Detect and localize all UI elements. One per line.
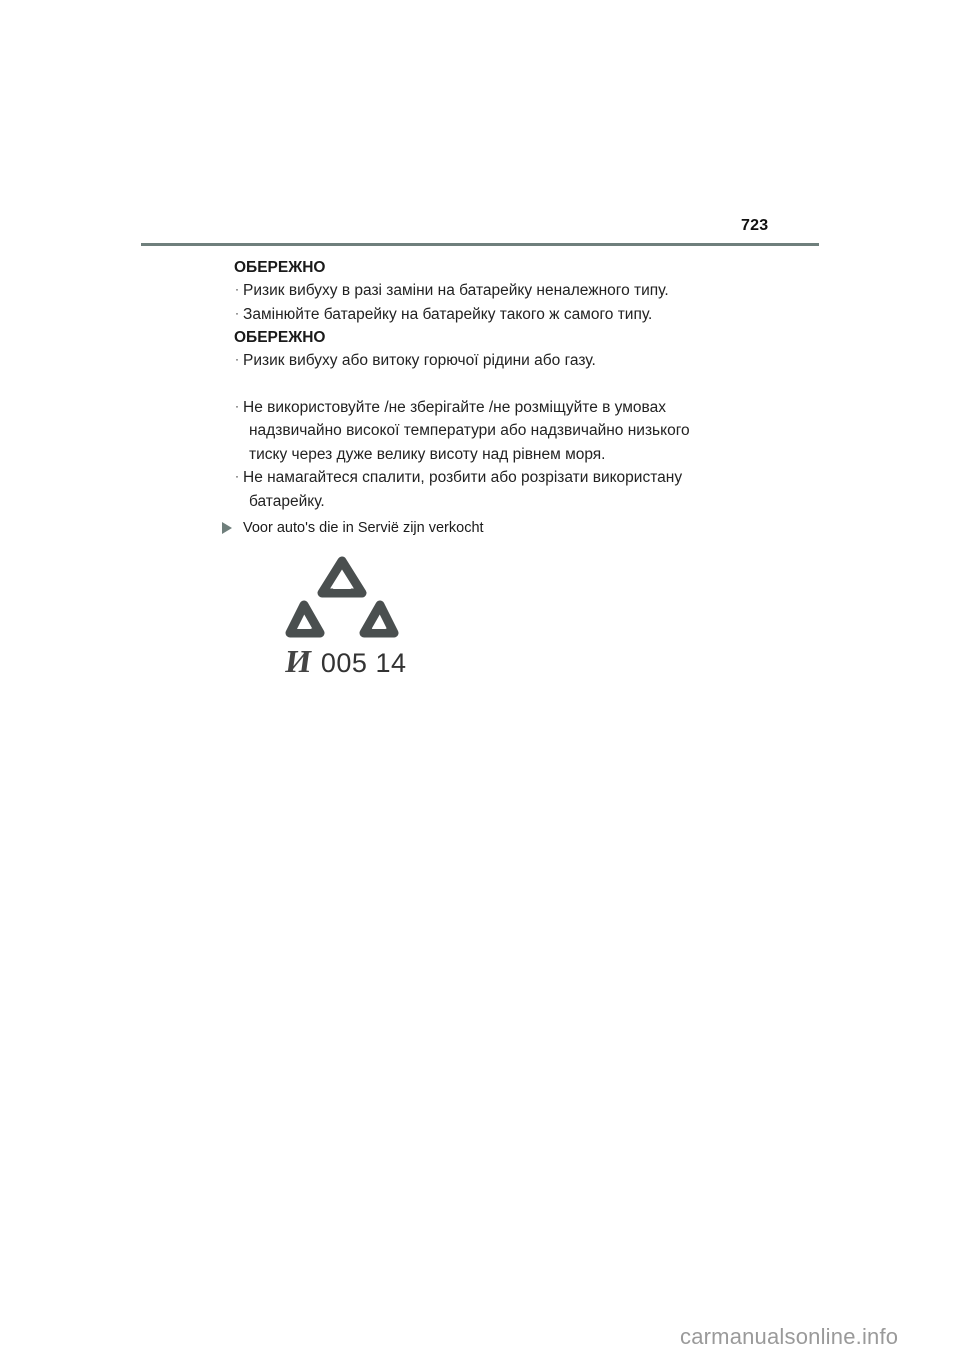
bullet-dot-icon: · [235, 398, 239, 413]
caution-title: ОБЕРЕЖНО [234, 259, 326, 276]
watermark: carmanualsonline.info [680, 1324, 899, 1349]
certification-prefix: И [283, 643, 314, 679]
caution-bullet: · Не використовуйте /не зберігайте /не розміщуйте в умовах надзвичайно високої температури або надзвичайно низького тиску через дуже велику висоту над рівнем моря. [234, 396, 754, 467]
bullet-dot-icon: · [235, 469, 239, 483]
serbian-certification-triangles-icon [282, 553, 402, 643]
subsection-label: Voor auto's die in Servië zijn verkocht [243, 520, 484, 536]
certification-number: 005 14 [320, 648, 407, 678]
caution-bullet: · Замінюйте батарейку на батарейку такого ж самого типу. [234, 303, 754, 327]
bullet-dot-icon: · [235, 352, 239, 366]
certification-code [283, 643, 407, 680]
spacer [234, 373, 754, 396]
subsection-heading [222, 520, 484, 536]
caution-title: ОБЕРЕЖНО [234, 329, 326, 346]
header-divider [141, 243, 819, 246]
caution-bullet: · Ризик вибуху або витоку горючої рідини або газу. [234, 349, 754, 373]
page-number: 723 [741, 217, 769, 234]
caution-bullet: · Ризик вибуху в разі заміни на батарейку неналежного типу. [234, 279, 754, 303]
caution-bullet: · Не намагайтеся спалити, розбити або розрізати використану батарейку. [234, 466, 754, 513]
triangle-arrow-icon [222, 522, 232, 534]
bullet-dot-icon: · [235, 305, 239, 320]
bullet-dot-icon: · [235, 282, 239, 296]
caution-block [234, 256, 754, 513]
